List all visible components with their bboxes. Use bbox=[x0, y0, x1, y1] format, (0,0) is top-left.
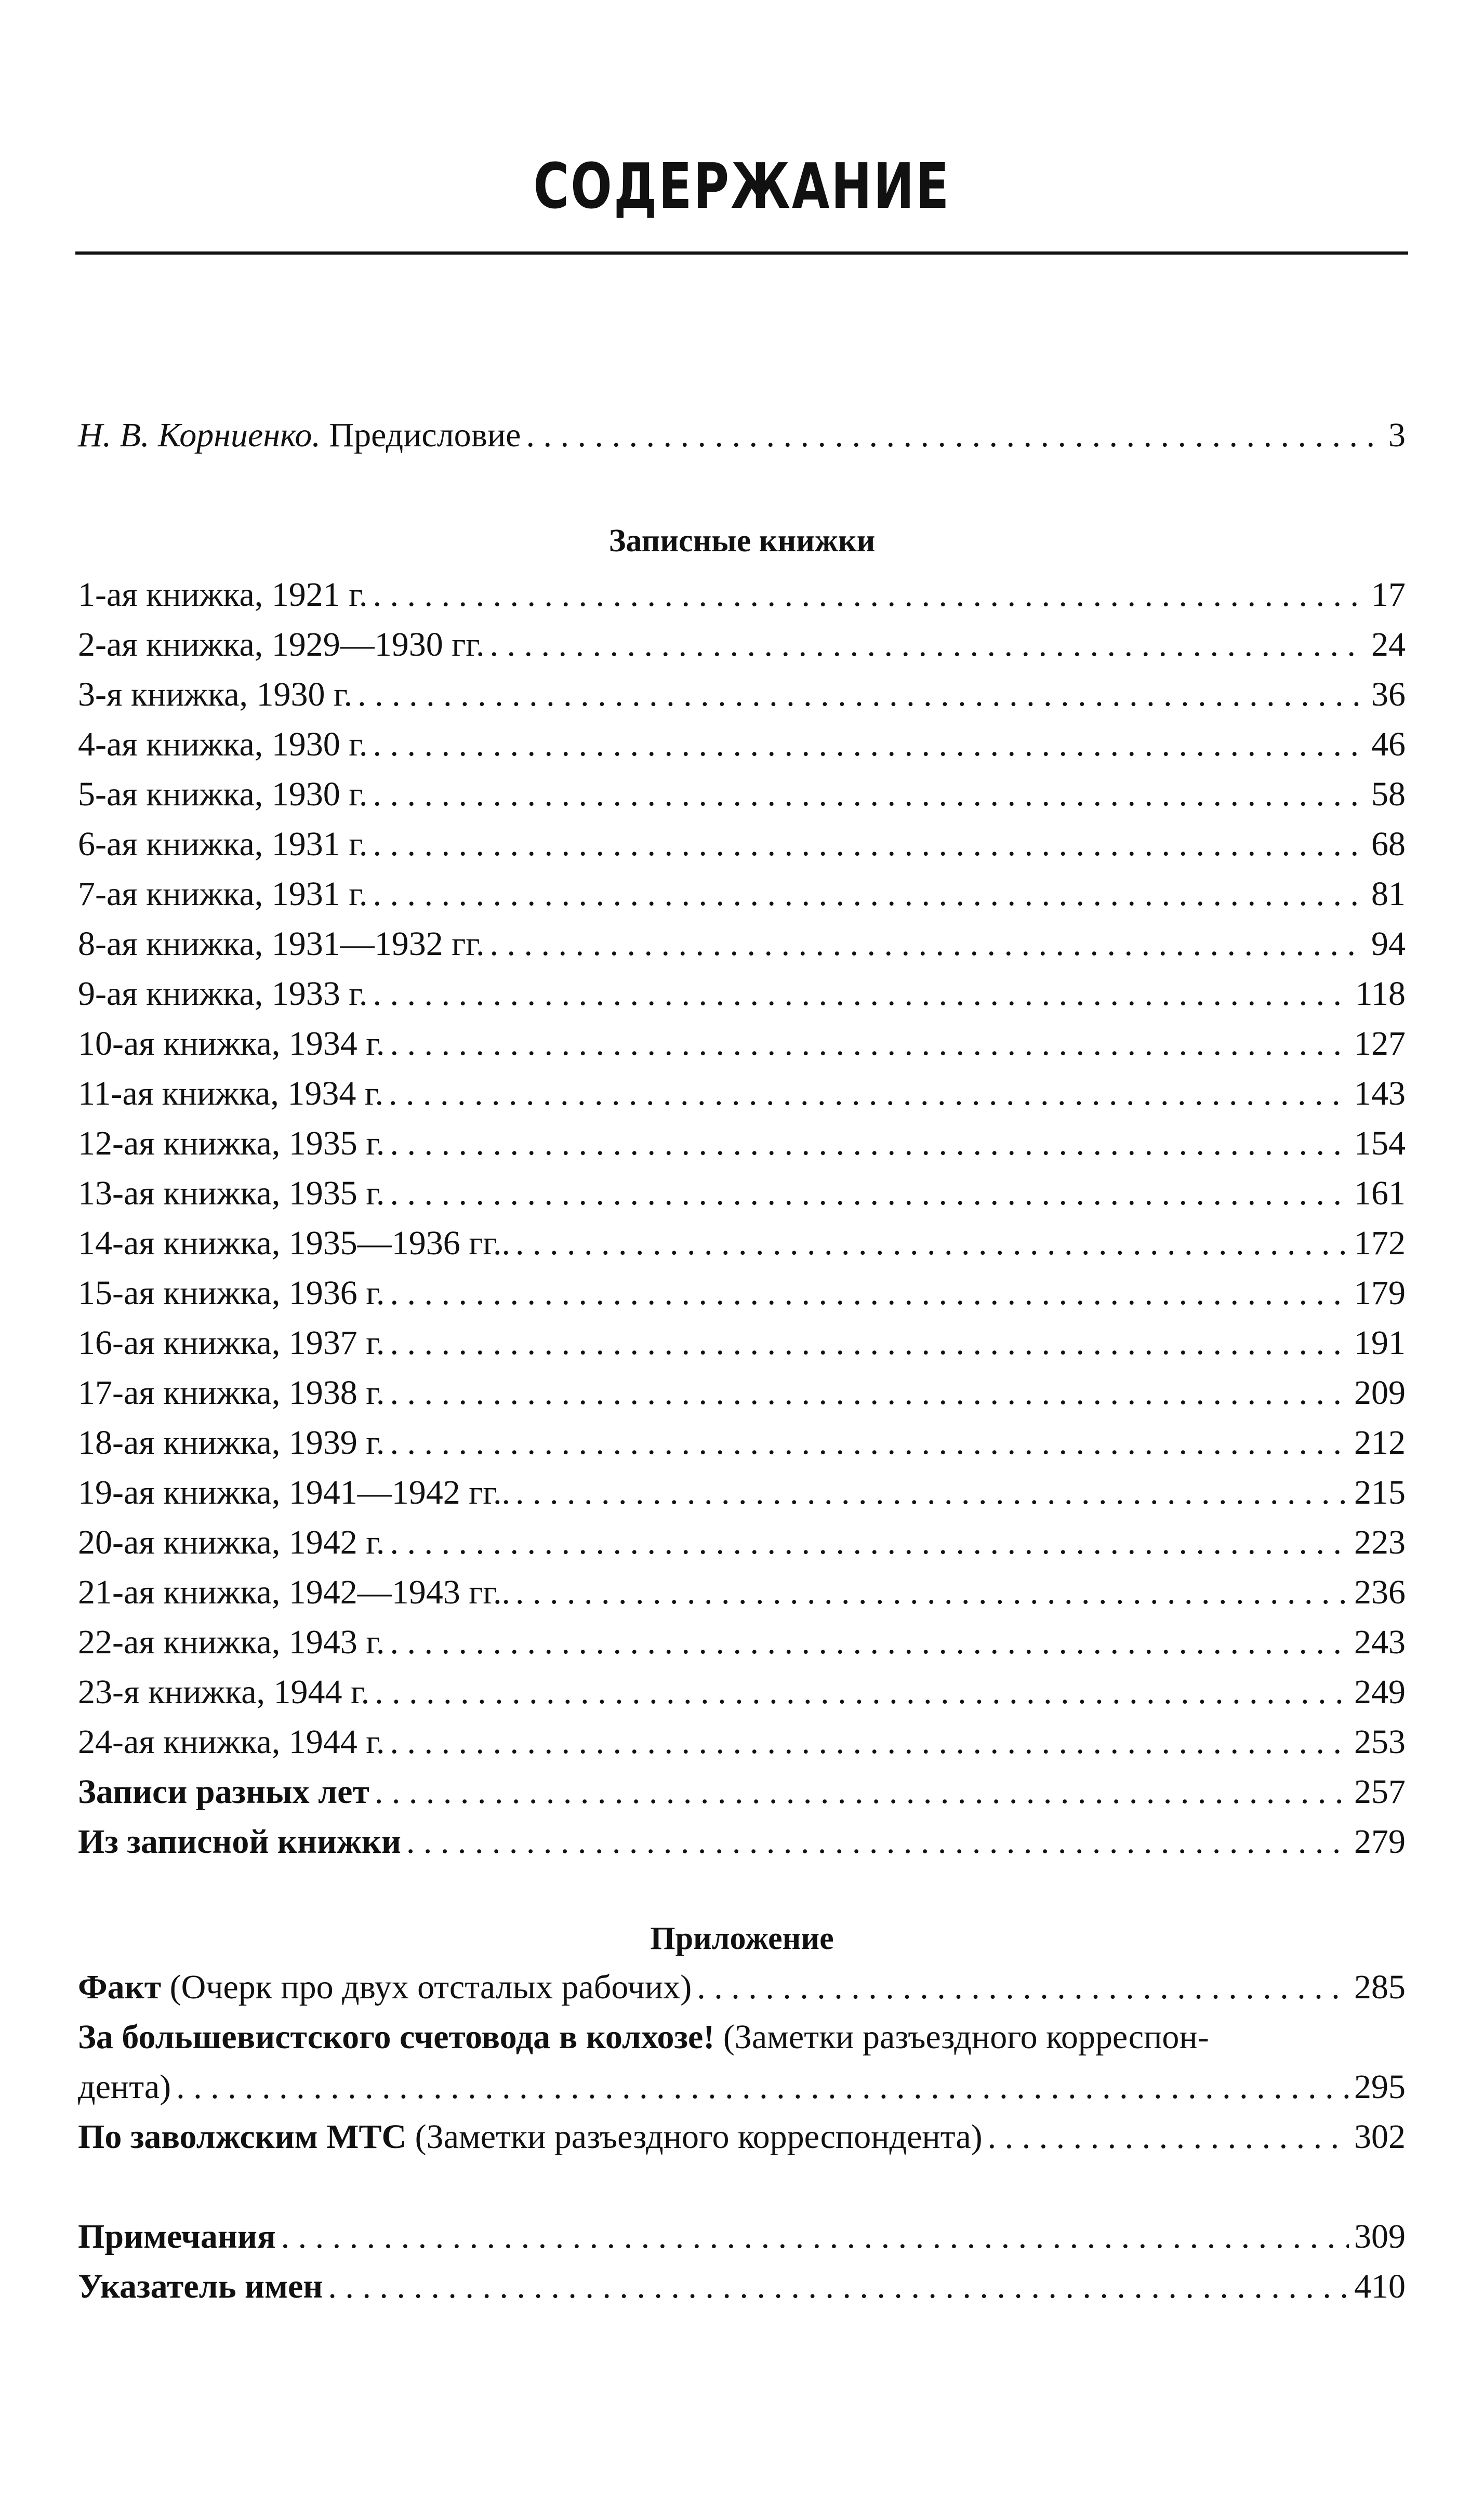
entry-subtitle-cont: дента) bbox=[78, 2068, 171, 2106]
entry-label: 5-ая книжка, 1930 г. bbox=[78, 775, 368, 813]
toc-entry[interactable] bbox=[78, 628, 1406, 662]
page-number: 58 bbox=[1371, 775, 1406, 813]
entry-label: 16-ая книжка, 1937 г. bbox=[78, 1324, 385, 1362]
toc-entry[interactable] bbox=[78, 1825, 1406, 1859]
entry-label: 22-ая книжка, 1943 г. bbox=[78, 1623, 385, 1661]
page-number: 68 bbox=[1371, 825, 1406, 863]
page-number: 243 bbox=[1354, 1623, 1406, 1661]
toc-entry[interactable] bbox=[78, 877, 1406, 911]
entry-label: Указатель имен bbox=[78, 2267, 323, 2305]
entry-label: 11-ая книжка, 1934 г. bbox=[78, 1074, 383, 1112]
toc-entry[interactable] bbox=[78, 2020, 1406, 2104]
entry-title: По заволжским МТС bbox=[78, 2118, 407, 2156]
toc-entry[interactable] bbox=[78, 2120, 1406, 2154]
toc-entry[interactable] bbox=[78, 2220, 1406, 2254]
toc-entry[interactable] bbox=[78, 1476, 1406, 1510]
dot-leader bbox=[373, 578, 1366, 612]
entry-label: Из записной книжки bbox=[78, 1823, 401, 1861]
entry-subtitle: (Очерк про двух отсталых рабочих) bbox=[161, 1968, 692, 2006]
entry-title: За большевистского счетовода в колхозе! bbox=[78, 2018, 715, 2056]
toc-entry[interactable] bbox=[78, 727, 1406, 762]
dot-leader bbox=[389, 1077, 1349, 1111]
entry-label: 24-ая книжка, 1944 г. bbox=[78, 1723, 385, 1761]
page-number: 257 bbox=[1354, 1773, 1406, 1811]
page-number: 209 bbox=[1354, 1374, 1406, 1412]
toc-entry[interactable] bbox=[78, 1376, 1406, 1410]
dot-leader bbox=[176, 2070, 1349, 2104]
page-number: 154 bbox=[1354, 1124, 1406, 1162]
page-number: 46 bbox=[1371, 725, 1406, 763]
toc-entry[interactable] bbox=[78, 1675, 1406, 1709]
page-number: 36 bbox=[1371, 675, 1406, 713]
page-number: 118 bbox=[1355, 975, 1406, 1013]
page-number: 309 bbox=[1354, 2218, 1406, 2256]
page-number: 410 bbox=[1354, 2267, 1406, 2305]
dot-leader bbox=[357, 678, 1366, 712]
dot-leader bbox=[390, 1027, 1349, 1061]
toc-entry[interactable] bbox=[78, 1575, 1406, 1610]
toc-entry[interactable] bbox=[78, 1176, 1406, 1211]
dot-leader bbox=[328, 2270, 1349, 2304]
dot-leader bbox=[515, 1575, 1349, 1610]
dot-leader bbox=[490, 927, 1367, 961]
dot-leader bbox=[697, 1970, 1349, 2005]
page-number: 215 bbox=[1354, 1474, 1406, 1511]
dot-leader bbox=[390, 1126, 1349, 1161]
page-number: 3 bbox=[1388, 416, 1406, 454]
entry-label: Примечания bbox=[78, 2218, 276, 2256]
entry-label: 12-ая книжка, 1935 г. bbox=[78, 1124, 385, 1162]
dot-leader bbox=[390, 1326, 1349, 1360]
page-number: 127 bbox=[1354, 1025, 1406, 1063]
dot-leader bbox=[390, 1525, 1349, 1560]
page-number: 143 bbox=[1354, 1074, 1406, 1112]
toc-entry[interactable] bbox=[78, 927, 1406, 961]
toc-entry[interactable] bbox=[78, 777, 1406, 812]
page-title: СОДЕРЖАНИЕ bbox=[533, 151, 951, 223]
dot-leader bbox=[390, 1725, 1349, 1759]
preface-label: Предисловие bbox=[329, 416, 521, 454]
page-number: 223 bbox=[1354, 1523, 1406, 1561]
entry-label: 8-ая книжка, 1931—1932 гг. bbox=[78, 925, 485, 963]
dot-leader bbox=[406, 1825, 1349, 1859]
title-rule bbox=[75, 251, 1408, 255]
dot-leader bbox=[390, 1176, 1349, 1211]
page-number: 249 bbox=[1354, 1673, 1406, 1711]
toc-entry-preface[interactable] bbox=[78, 418, 1406, 453]
entry-label: Записи разных лет bbox=[78, 1773, 369, 1811]
entry-label: 7-ая книжка, 1931 г. bbox=[78, 875, 368, 913]
entry-label: 13-ая книжка, 1935 г. bbox=[78, 1174, 385, 1212]
toc-entry[interactable] bbox=[78, 1775, 1406, 1809]
entry-label: 18-ая книжка, 1939 г. bbox=[78, 1424, 385, 1462]
page-number: 302 bbox=[1354, 2118, 1406, 2156]
toc-entry[interactable] bbox=[78, 977, 1406, 1011]
toc-entry[interactable] bbox=[78, 1525, 1406, 1560]
entry-label: 9-ая книжка, 1933 г. bbox=[78, 975, 368, 1013]
entry-subtitle: (Заметки разъездного корреспондента) bbox=[406, 2118, 983, 2156]
dot-leader bbox=[390, 1376, 1349, 1410]
page-number: 295 bbox=[1354, 2068, 1406, 2106]
entry-label: 6-ая книжка, 1931 г. bbox=[78, 825, 368, 863]
page-number: 285 bbox=[1354, 1968, 1406, 2006]
page-number: 212 bbox=[1354, 1424, 1406, 1462]
toc-entry[interactable] bbox=[78, 675, 1406, 713]
toc-entry[interactable] bbox=[78, 1126, 1406, 1161]
entry-label: 3-я книжка, 1930 г. bbox=[78, 675, 353, 713]
dot-leader bbox=[390, 1625, 1349, 1660]
entry-label: 20-ая книжка, 1942 г. bbox=[78, 1523, 385, 1561]
page-number: 236 bbox=[1354, 1573, 1406, 1611]
page-number: 94 bbox=[1371, 925, 1406, 963]
toc-entry[interactable] bbox=[78, 1326, 1406, 1360]
dot-leader bbox=[390, 1426, 1349, 1460]
preface-author: Н. В. Корниенко. bbox=[78, 416, 321, 454]
entry-label: 21-ая книжка, 1942—1943 гг.. bbox=[78, 1573, 510, 1611]
page-number: 172 bbox=[1354, 1224, 1406, 1262]
dot-leader bbox=[373, 727, 1366, 762]
toc-entry[interactable] bbox=[78, 2267, 1406, 2305]
dot-leader bbox=[373, 777, 1366, 812]
dot-leader bbox=[373, 827, 1366, 861]
toc-entry[interactable] bbox=[78, 1226, 1406, 1261]
toc-entry[interactable] bbox=[78, 578, 1406, 612]
toc-entry[interactable] bbox=[78, 1970, 1406, 2005]
entry-label: 2-ая книжка, 1929—1930 гг. bbox=[78, 626, 485, 664]
entry-label: 14-ая книжка, 1935—1936 гг.. bbox=[78, 1224, 510, 1262]
entry-label: 1-ая книжка, 1921 г. bbox=[78, 576, 368, 614]
toc-entry[interactable] bbox=[78, 827, 1406, 861]
toc-entry[interactable] bbox=[78, 1426, 1406, 1460]
page-number: 17 bbox=[1371, 576, 1406, 614]
dot-leader bbox=[390, 1276, 1349, 1310]
toc-entry[interactable] bbox=[78, 1725, 1406, 1759]
toc-entry[interactable] bbox=[78, 1625, 1406, 1660]
page-number: 253 bbox=[1354, 1723, 1406, 1761]
page-number: 81 bbox=[1371, 875, 1406, 913]
entry-label: 17-ая книжка, 1938 г. bbox=[78, 1374, 385, 1412]
dot-leader bbox=[373, 977, 1350, 1011]
entry-label: 23-я книжка, 1944 г. bbox=[78, 1673, 370, 1711]
dot-leader bbox=[373, 877, 1366, 911]
entry-title: Факт bbox=[78, 1968, 162, 2006]
entry-label: 15-ая книжка, 1936 г. bbox=[78, 1274, 385, 1312]
dot-leader bbox=[375, 1675, 1349, 1709]
dot-leader bbox=[988, 2120, 1349, 2154]
entry-subtitle: (Заметки разъездного корреспон- bbox=[714, 2018, 1209, 2056]
dot-leader bbox=[515, 1226, 1349, 1261]
page-number: 191 bbox=[1354, 1324, 1406, 1362]
entry-label: 4-ая книжка, 1930 г. bbox=[78, 725, 368, 763]
section-heading-notebooks: Записные книжки bbox=[608, 523, 876, 559]
page-number: 24 bbox=[1371, 626, 1406, 664]
page-number: 279 bbox=[1354, 1823, 1406, 1861]
toc-entry[interactable] bbox=[78, 1276, 1406, 1310]
page-number: 161 bbox=[1354, 1174, 1406, 1212]
dot-leader bbox=[490, 628, 1367, 662]
section-heading-appendix: Приложение bbox=[650, 1921, 834, 1956]
page-number: 179 bbox=[1354, 1274, 1406, 1312]
dot-leader bbox=[375, 1775, 1349, 1809]
toc-entry[interactable] bbox=[78, 1027, 1406, 1061]
dot-leader bbox=[515, 1476, 1349, 1510]
dot-leader bbox=[526, 418, 1383, 453]
entry-label: 10-ая книжка, 1934 г. bbox=[78, 1025, 385, 1063]
entry-label: 19-ая книжка, 1941—1942 гг.. bbox=[78, 1474, 510, 1511]
toc-entry[interactable] bbox=[78, 1074, 1406, 1112]
dot-leader bbox=[281, 2220, 1349, 2254]
